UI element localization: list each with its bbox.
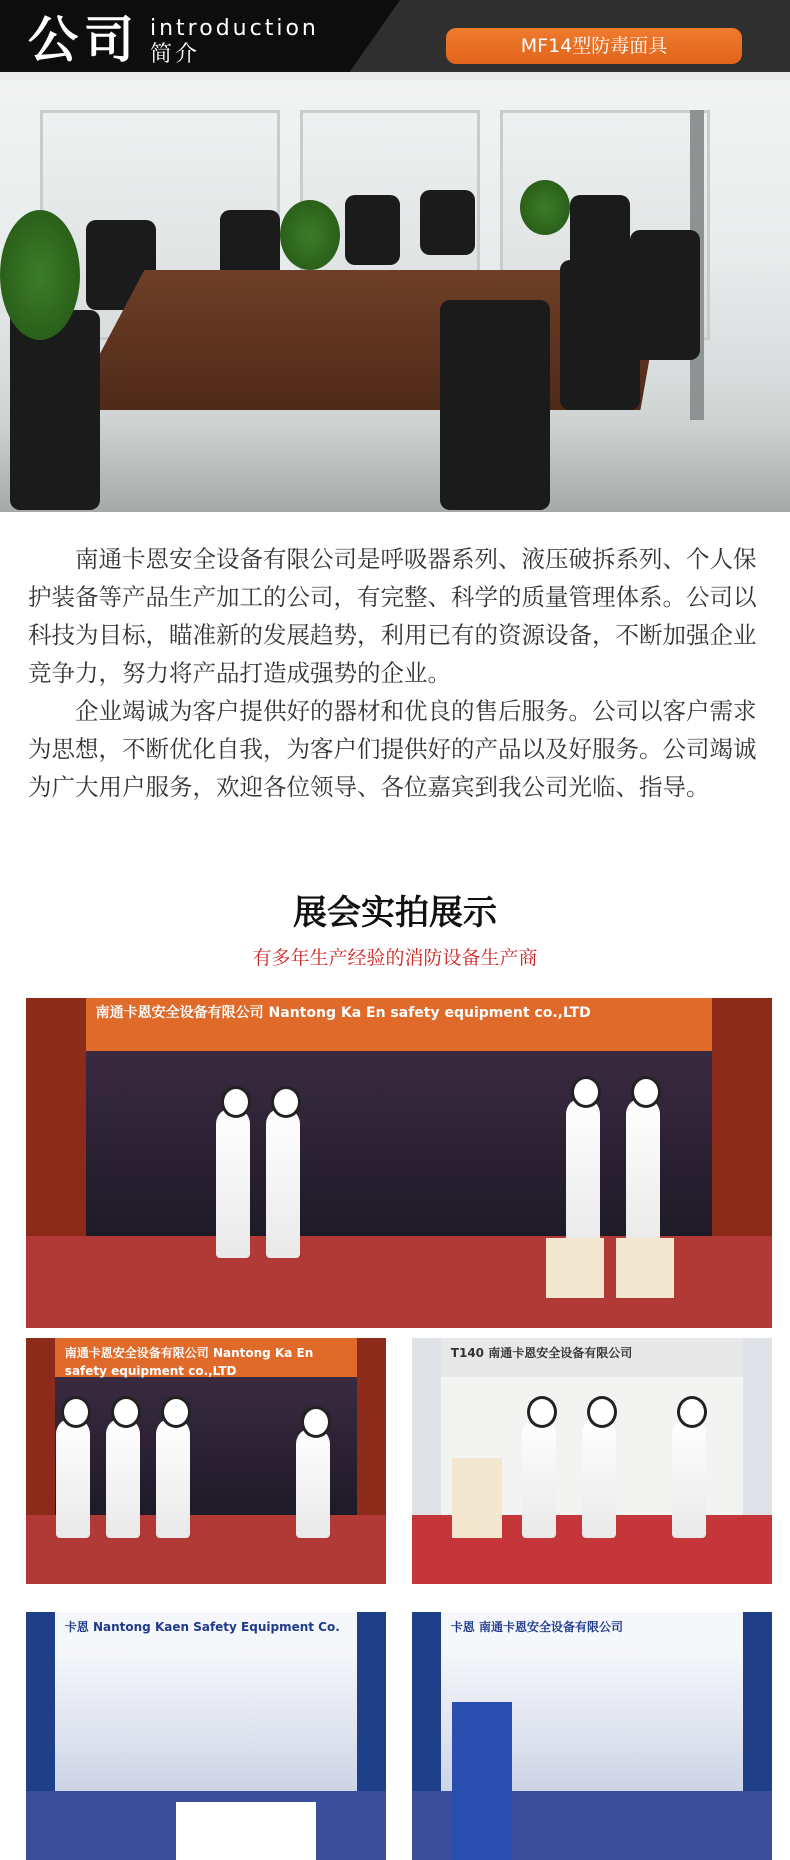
mannequin-breathing-apparatus xyxy=(626,1098,660,1248)
mannequin-breathing-apparatus xyxy=(296,1428,330,1538)
office-chair xyxy=(10,310,100,510)
exhibition-photo-main xyxy=(26,998,772,1328)
mannequin-breathing-apparatus xyxy=(156,1418,190,1538)
office-chair xyxy=(420,190,475,255)
office-chair xyxy=(440,300,550,510)
booth-wall xyxy=(55,1652,357,1791)
header-title-en: introduction xyxy=(150,16,319,41)
booth-wall xyxy=(86,1051,713,1236)
office-photo xyxy=(0,80,790,512)
office-floor xyxy=(0,420,790,512)
product-name-badge: MF14型防毒面具 xyxy=(446,28,742,64)
mannequin-breathing-apparatus xyxy=(106,1418,140,1538)
header-title-cn: 公司 xyxy=(28,11,140,69)
exhibition-section-subtitle: 有多年生产经验的消防设备生产商 xyxy=(252,947,538,969)
display-column xyxy=(452,1702,512,1860)
company-intro xyxy=(28,540,770,806)
office-chair xyxy=(560,260,640,410)
plant-decor xyxy=(0,210,80,340)
intro-paragraph: 南通卡恩安全设备有限公司是呼吸器系列、液压破拆系列、个人保护装备等产品生产加工的公司，有完整、科学的质量管理体系。公司以科技为目标，瞄准新的发展趋势，利用已有的资源设备，不断加强企业竞争力，努力将产品打造成强势的企业。 xyxy=(28,545,757,687)
booth-banner: 卡恩 南通卡恩安全设备有限公司 xyxy=(441,1612,743,1652)
exhibition-photo-blue-left xyxy=(26,1612,386,1860)
mannequin-breathing-apparatus xyxy=(266,1108,300,1258)
booth-banner: 南通卡恩安全设备有限公司 Nantong Ka En safety equipment co.,LTD xyxy=(86,998,713,1051)
display-pedestal xyxy=(616,1238,674,1298)
display-pedestal xyxy=(546,1238,604,1298)
plant-decor xyxy=(520,180,570,235)
display-pedestal xyxy=(452,1458,502,1538)
booth-banner: 南通卡恩安全设备有限公司 Nantong Ka En safety equipment co.,LTD xyxy=(55,1338,357,1377)
exhibition-photo-left xyxy=(26,1338,386,1584)
office-chair xyxy=(345,195,400,265)
office-chair xyxy=(570,195,630,270)
mannequin-breathing-apparatus xyxy=(216,1108,250,1258)
booth-banner: 卡恩 Nantong Kaen Safety Equipment Co. xyxy=(55,1612,357,1652)
exhibition-photo-blue-right xyxy=(412,1612,772,1860)
mannequin-breathing-apparatus xyxy=(56,1418,90,1538)
mannequin-breathing-apparatus xyxy=(566,1098,600,1248)
header-divider xyxy=(0,72,790,80)
mannequin-breathing-apparatus xyxy=(672,1418,706,1538)
display-counter xyxy=(176,1802,316,1860)
intro-paragraph: 企业竭诚为客户提供好的器材和优良的售后服务。公司以客户需求为思想，不断优化自我，为客户们提供好的产品以及好服务。公司竭诚为广大用户服务，欢迎各位领导、各位嘉宾到我公司光临、指导。 xyxy=(28,697,757,801)
mannequin-breathing-apparatus xyxy=(582,1418,616,1538)
mannequin-breathing-apparatus xyxy=(522,1418,556,1538)
exhibition-photo-right xyxy=(412,1338,772,1584)
exhibition-section-title: 展会实拍展示 xyxy=(293,893,497,933)
booth-banner: T140 南通卡恩安全设备有限公司 xyxy=(441,1338,743,1377)
page-header xyxy=(0,0,790,80)
plant-decor xyxy=(280,200,340,270)
office-chair xyxy=(630,230,700,360)
header-title-sub: 简介 xyxy=(150,42,201,67)
